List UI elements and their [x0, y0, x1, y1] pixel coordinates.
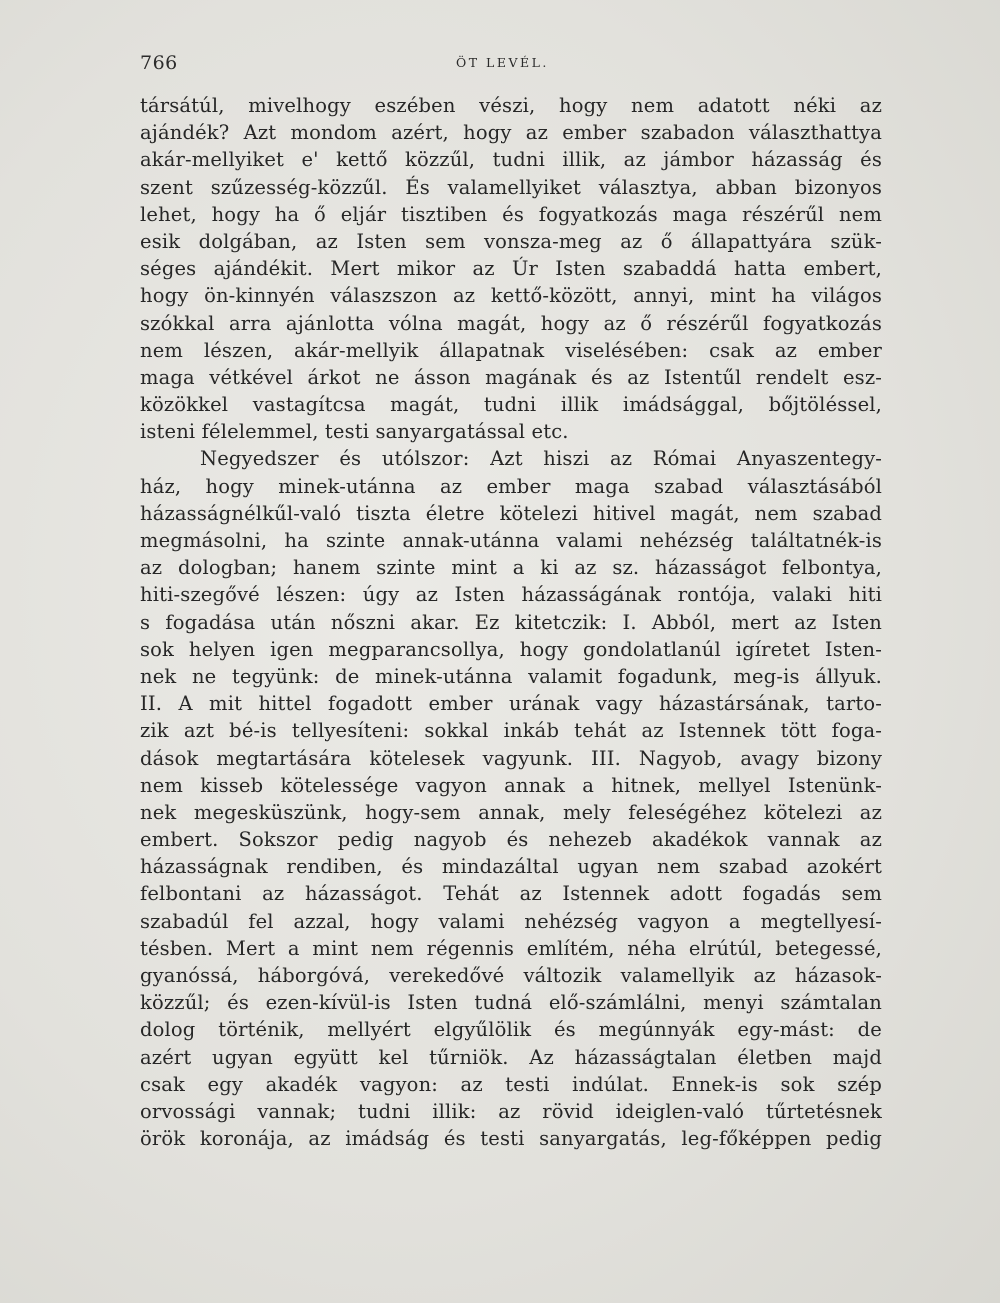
text-line: tésben. Mert a mint nem régennis említém, néha elrútúl, betegessé, — [140, 936, 882, 960]
text-line: orvossági vannak; tudni illik: az rövid ideiglen-való tűrtetésnek — [140, 1099, 882, 1123]
text-line: közökkel vastagítcsa magát, tudni illik imádsággal, bőjtöléssel, — [140, 393, 882, 417]
text-line: felbontani az házasságot. Tehát az Istennek adott fogadás sem — [140, 882, 882, 906]
text-line: szent szűzesség-közzűl. És valamellyiket választya, abban bizonyos — [140, 175, 882, 199]
text-line: zik azt bé-is tellyesíteni: sokkal inkáb tehát az Istennek tött foga- — [140, 719, 882, 743]
text-line: sok helyen igen megparancsollya, hogy gondolatlanúl igíretet Isten- — [140, 637, 882, 661]
text-line: szabadúl fel azzal, hogy valami nehézség vagyon a megtellyesí- — [140, 909, 882, 933]
text-line: ház, hogy minek-utánna az ember maga szabad választásából — [140, 474, 882, 498]
text-line: hogy ön-kinnyén válaszszon az kettő-között, annyi, mint ha világos — [140, 284, 882, 308]
text-line: csak egy akadék vagyon: az testi indúlat. Ennek-is sok szép — [140, 1072, 882, 1096]
page-header — [140, 52, 880, 76]
page-number: 766 — [140, 52, 178, 74]
text-line: akár-mellyiket e' kettő közzűl, tudni illik, az jámbor házasság és — [140, 148, 882, 172]
text-line: nem lészen, akár-mellyik állapatnak viselésében: csak az ember — [140, 338, 882, 362]
text-line: nem kisseb kötelessége vagyon annak a hitnek, mellyel Istenünk- — [140, 773, 882, 797]
text-line: lehet, hogy ha ő eljár tisztiben és fogyatkozás maga részérűl nem — [140, 202, 882, 226]
text-line: dások megtartására kötelesek vagyunk. III. Nagyob, avagy bizony — [140, 746, 882, 770]
text-line: közzűl; és ezen-kívül-is Isten tudná elő-számlálni, menyi számtalan — [140, 991, 882, 1015]
text-line: nek ne tegyünk: de minek-utánna valamit fogadunk, meg-is állyuk. — [140, 664, 882, 688]
text-line: társátúl, mivelhogy eszében vészi, hogy nem adatott néki az — [140, 94, 882, 117]
text-line: embert. Sokszor pedig nagyob és nehezeb akadékok vannak az — [140, 828, 882, 852]
text-line: azért ugyan együtt kel tűrniök. Az házasságtalan életben majd — [140, 1045, 882, 1069]
text-line: az dologban; hanem szinte mint a ki az sz. házasságot felbontya, — [140, 556, 882, 580]
text-line: szókkal arra ajánlotta vólna magát, hogy az ő részérűl fogyatkozás — [140, 311, 882, 335]
text-line: II. A mit hittel fogadott ember urának vagy házastársának, tarto- — [140, 692, 882, 716]
text-line: nek megesküszünk, hogy-sem annak, mely feleségéhez kötelezi az — [140, 800, 882, 824]
text-line: házasságnélkűl-való tiszta életre kötelezi hitivel magát, nem szabad — [140, 501, 882, 525]
text-line: megmásolni, ha szinte annak-utánna valami nehézség találtatnék-is — [140, 529, 882, 552]
body-text — [140, 92, 882, 1152]
text-line: ajándék? Azt mondom azért, hogy az ember szabadon választhattya — [140, 121, 882, 145]
text-line: örök koronája, az imádság és testi sanyargatás, leg-főképpen pedig — [140, 1127, 882, 1151]
text-line: s fogadása után nőszni akar. Ez kitetczik: I. Abból, mert az Isten — [140, 610, 882, 634]
text-line: hiti-szegővé lészen: úgy az Isten házasságának rontója, valaki hiti — [140, 583, 882, 607]
text-line: dolog történik, mellyért elgyűlölik és megúnnyák egy-mást: de — [140, 1018, 882, 1042]
text-line: esik dolgában, az Isten sem vonsza-meg az ő állapattyára szük- — [140, 229, 882, 253]
paragraph-first-line: Negyedszer és utólszor: Azt hiszi az Római Anyaszentegy- — [200, 447, 882, 471]
text-line: maga vétkével árkot ne ásson magának és az Istentűl rendelt esz- — [140, 365, 882, 389]
running-title: ÖT LEVÉL. — [456, 55, 549, 70]
text-line: séges ajándékit. Mert mikor az Úr Isten szabaddá hatta embert, — [140, 257, 882, 281]
text-line: házasságnak rendiben, és mindazáltal ugyan nem szabad azokért — [140, 855, 882, 879]
paragraph-last-line: isteni félelemmel, testi sanyargatással etc. — [140, 420, 569, 444]
text-line: gyanóssá, háborgóvá, verekedővé változik valamellyik az házasok- — [140, 964, 882, 987]
